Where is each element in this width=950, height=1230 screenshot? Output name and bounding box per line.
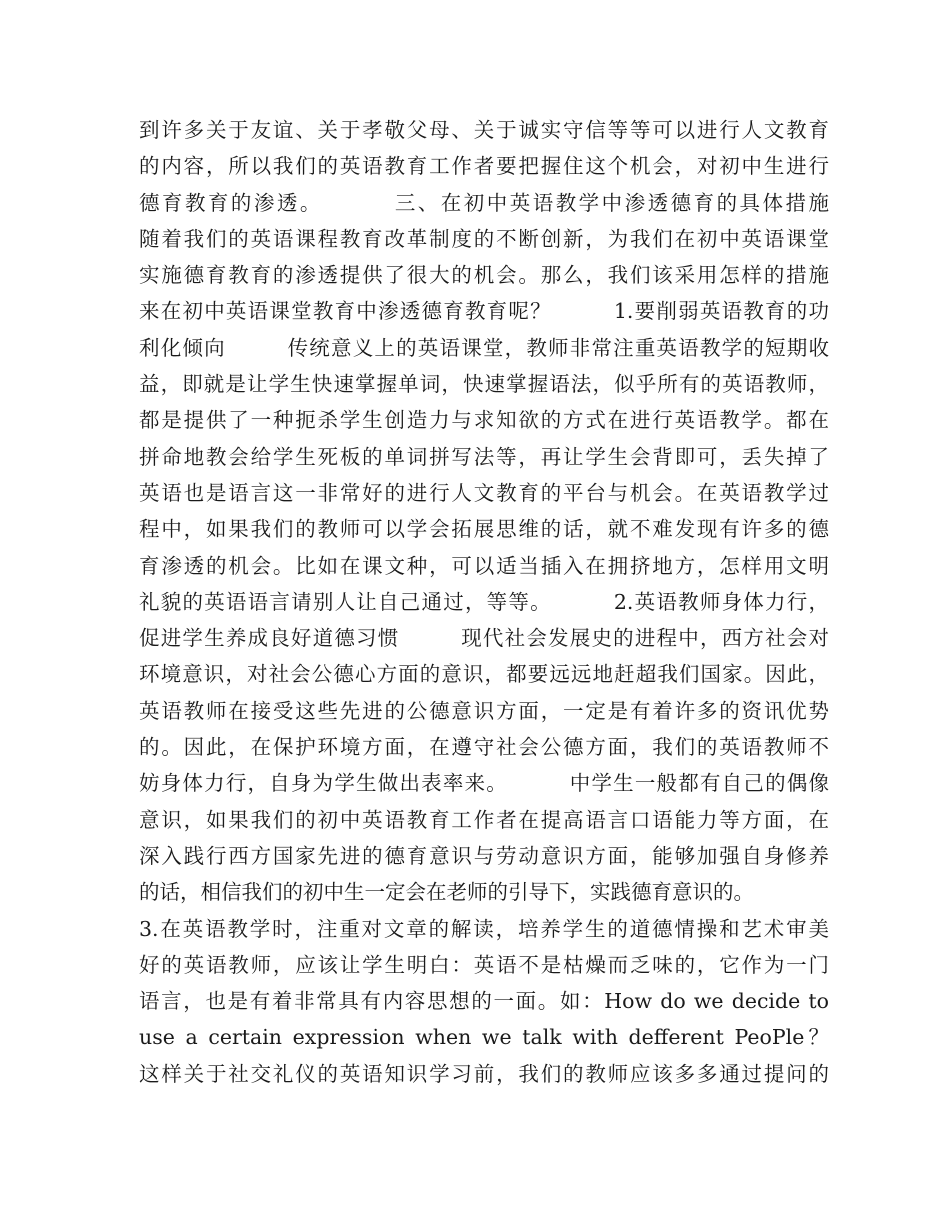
text-line-3: 德育教育的渗透。 三、在初中英语教学中渗透德育的具体措施 (139, 190, 829, 215)
text-line-5: 实施德育教育的渗透提供了很大的机会。那么，我们该采用怎样的措施 (139, 263, 829, 288)
text-line-18: 的。因此，在保护环境方面，在遵守社会公德方面，我们的英语教师不 (139, 735, 829, 760)
text-line-27: 这样关于社交礼仪的英语知识学习前，我们的教师应该多多通过提问的 (139, 1061, 829, 1086)
text-line-22: 的话，相信我们的初中生一定会在老师的引导下，实践德育意识的。 (139, 880, 754, 905)
text-line-21: 深入践行西方国家先进的德育意识与劳动意识方面，能够加强自身修养 (139, 843, 829, 868)
text-line-10: 拼命地教会给学生死板的单词拼写法等，再让学生会背即可，丢失掉了 (139, 444, 829, 469)
text-line-19: 妨身体力行，自身为学生做出表率来。 中学生一般都有自己的偶像 (139, 771, 829, 796)
text-line-23: 3.在英语教学时，注重对文章的解读，培养学生的道德情操和艺术审美 (139, 916, 829, 941)
text-line-16: 环境意识，对社会公德心方面的意识，都要远远地赶超我们国家。因此， (139, 662, 829, 687)
text-line-8: 益，即就是让学生快速掌握单词，快速掌握语法，似乎所有的英语教师， (139, 372, 829, 397)
text-line-15: 促进学生养成良好道德习惯 现代社会发展史的进程中，西方社会对 (139, 626, 829, 651)
text-line-6: 来在初中英语课堂教育中渗透德育教育呢？ 1.要削弱英语教育的功 (139, 299, 829, 324)
text-line-20: 意识，如果我们的初中英语教育工作者在提高语言口语能力等方面，在 (139, 807, 829, 832)
text-line-9: 都是提供了一种扼杀学生创造力与求知欲的方式在进行英语教学。都在 (139, 408, 829, 433)
text-line-4: 随着我们的英语课程教育改革制度的不断创新，为我们在初中英语课堂 (139, 226, 829, 251)
text-line-11: 英语也是语言这一非常好的进行人文教育的平台与机会。在英语教学过 (139, 480, 829, 505)
text-line-13: 育渗透的机会。比如在课文种，可以适当插入在拥挤地方，怎样用文明 (139, 553, 829, 578)
text-line-14: 礼貌的英语语言请别人让自己通过，等等。 2.英语教师身体力行， (139, 589, 829, 614)
text-line-7: 利化倾向 传统意义上的英语课堂，教师非常注重英语教学的短期收 (139, 335, 829, 360)
text-line-12: 程中，如果我们的教师可以学会拓展思维的话，就不难发现有许多的德 (139, 517, 829, 542)
text-line-25: 语言，也是有着非常具有内容思想的一面。如：How do we decide to (139, 989, 829, 1014)
text-line-24: 好的英语教师，应该让学生明白：英语不是枯燥而乏味的，它作为一门 (139, 952, 829, 977)
text-line-1: 到许多关于友谊、关于孝敬父母、关于诚实守信等等可以进行人文教育 (139, 118, 829, 142)
text-line-2: 的内容，所以我们的英语教育工作者要把握住这个机会，对初中生进行 (139, 154, 829, 179)
text-line-17: 英语教师在接受这些先进的公德意识方面，一定是有着许多的资讯优势 (139, 698, 829, 723)
body-text (139, 112, 829, 1092)
text-line-26: use a certain expression when we talk with defferent PeoPle？ (139, 1025, 829, 1050)
